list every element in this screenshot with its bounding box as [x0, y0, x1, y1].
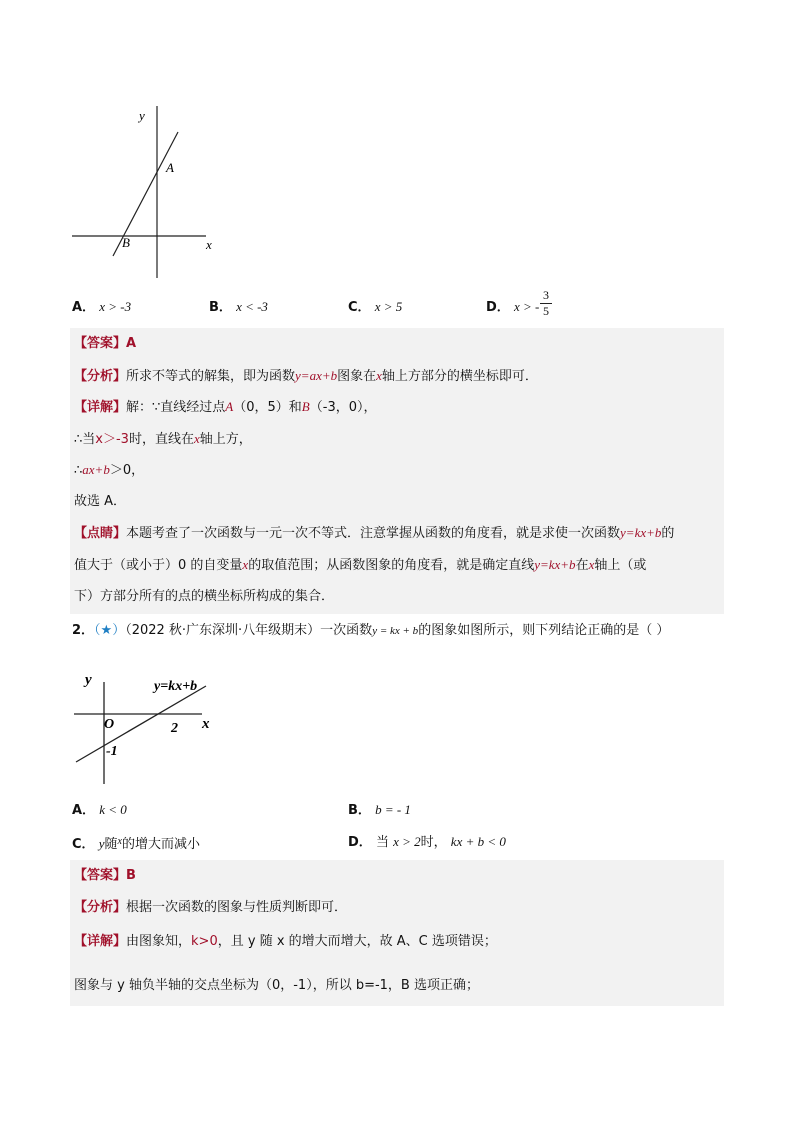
option-text: 随: [104, 837, 118, 852]
comment-function: y=kx+b: [534, 557, 576, 572]
q2-option-a[interactable]: [72, 800, 127, 821]
detail-point: B: [301, 399, 310, 414]
q1-detail: [74, 397, 376, 418]
q1-choose: 故选 A．: [74, 494, 127, 509]
q1-option-d[interactable]: [486, 297, 539, 318]
option-letter: C．: [348, 300, 371, 315]
q1-option-c[interactable]: [348, 297, 402, 318]
q2-option-d[interactable]: [348, 832, 506, 853]
graph1-point-a: A: [166, 160, 174, 175]
detail-text: ∴当: [74, 432, 96, 447]
fraction-numerator: 3: [543, 288, 549, 302]
option-text: 当: [375, 835, 389, 850]
analysis-function: y=ax+b: [295, 368, 338, 383]
answer-value: B: [126, 868, 136, 883]
q1-comment: [74, 523, 674, 544]
graph2-line: [76, 686, 206, 762]
comment-text: 在: [575, 558, 589, 573]
detail-text: 时，直线在: [128, 432, 194, 447]
analysis-text: 根据一次函数的图象与性质判断即可．: [126, 900, 348, 915]
option-text: x > -3: [99, 299, 132, 314]
option-variable: y: [98, 836, 105, 851]
option-letter: D．: [486, 300, 510, 315]
detail-text: ∴: [74, 463, 83, 478]
answer-value: A: [126, 336, 137, 351]
detail-text: 轴上方，: [199, 432, 252, 447]
detail-variable: x: [193, 431, 200, 446]
graph1-y-label: y: [139, 108, 145, 123]
q1-detail-line3: [74, 460, 144, 481]
option-letter: B．: [209, 300, 232, 315]
analysis-text: 图象在: [337, 369, 377, 384]
graph2-y-intercept: -1: [106, 744, 118, 759]
q1-comment-line2: [74, 555, 646, 576]
comment-text: 轴上（或: [594, 558, 647, 573]
q2-detail-line2: 图象与 y 轴负半轴的交点坐标为（0，-1），所以 b=-1，B 选项正确；: [74, 978, 479, 993]
detail-text: （-3，0），: [309, 400, 377, 415]
detail-tag: 【详解】: [74, 934, 127, 949]
graph1-point-b: B: [122, 235, 130, 250]
graph2-line-label: y=kx+b: [154, 679, 198, 694]
comment-text: 的取值范围；从函数图象的角度看，就是确定直线: [248, 558, 535, 573]
option-letter: B．: [348, 803, 371, 818]
difficulty-star-icon: （★）: [94, 623, 126, 638]
detail-text: 由图象知，: [126, 934, 192, 949]
comment-tag: 【点睛】: [74, 526, 127, 541]
option-letter: C．: [72, 837, 95, 852]
option-text: x > 5: [374, 299, 403, 314]
q1-option-b[interactable]: [209, 297, 268, 318]
graph2-y-label: y: [85, 672, 92, 688]
graph2-x-intercept: 2: [171, 721, 178, 736]
detail-text: 解：∵直线经过点: [126, 400, 226, 415]
q2-analysis: [74, 898, 347, 918]
comment-text: 值大于（或小于）0 的自变量: [74, 558, 243, 573]
comment-text: 的: [661, 526, 675, 541]
q2-detail: [74, 932, 497, 952]
comment-variable: x: [242, 557, 249, 572]
q1-detail-line2: [74, 429, 252, 450]
detail-tag: 【详解】: [74, 400, 127, 415]
analysis-variable: x: [376, 368, 382, 383]
option-text: x < -3: [236, 299, 268, 314]
option-letter: D．: [348, 835, 372, 850]
graph2-x-label: x: [202, 716, 210, 732]
detail-text: ＞0，: [109, 463, 145, 478]
detail-point: A: [225, 399, 234, 414]
detail-condition: k>0: [191, 934, 218, 949]
option-variable: x: [117, 836, 122, 847]
detail-text: ，且 y 随 x 的增大而增大，故 A、C 选项错误；: [217, 934, 497, 949]
analysis-text: 所求不等式的解集，即为函数: [126, 369, 296, 384]
q1-option-a[interactable]: [72, 297, 131, 318]
option-text: 的增大而减小: [121, 837, 200, 852]
option-text: 时，: [420, 835, 447, 850]
analysis-tag: 【分析】: [74, 900, 127, 915]
q1-analysis: [74, 366, 538, 387]
detail-condition: x＞-3: [95, 432, 129, 447]
graph-2: [70, 664, 230, 788]
q2-option-c[interactable]: [72, 832, 200, 855]
question-number: 2．: [72, 623, 95, 638]
q2-answer: [74, 866, 136, 886]
question-function: y = kx + b: [372, 625, 419, 637]
option-text: k < 0: [99, 802, 127, 817]
analysis-tag: 【分析】: [74, 369, 127, 384]
detail-expression: ax+b: [82, 462, 110, 477]
q1-answer: [74, 334, 136, 354]
answer-tag: 【答案】: [74, 868, 127, 883]
answer-tag: 【答案】: [74, 336, 127, 351]
question-text: 的图象如图所示，则下列结论正确的是（ ）: [418, 623, 670, 638]
detail-text: （0，5）和: [233, 400, 302, 415]
q1-comment-line3: 下）方部分所有的点的横坐标所构成的集合．: [74, 589, 335, 604]
q1-option-d-fraction: [540, 289, 552, 318]
option-expression: kx + b < 0: [450, 834, 506, 849]
q2-option-b[interactable]: [348, 800, 411, 821]
graph1-x-label: x: [206, 237, 212, 252]
comment-variable: x: [588, 557, 595, 572]
graph-1: [66, 104, 226, 284]
comment-text: 本题考查了一次函数与一元一次不等式．注意掌握从函数的角度看，就是求使一次函数: [126, 526, 621, 541]
option-letter: A．: [72, 300, 96, 315]
q2-stem: [72, 621, 669, 641]
graph2-origin: O: [104, 717, 115, 732]
option-condition: x > 2: [393, 834, 421, 849]
analysis-text: 轴上方部分的横坐标即可．: [381, 369, 538, 384]
fraction-denominator: 5: [543, 304, 549, 318]
option-text: x > -: [513, 299, 540, 314]
comment-function: y=kx+b: [620, 525, 662, 540]
option-text: b = - 1: [375, 802, 411, 817]
question-source: （2022 秋·广东深圳·八年级期末）一次函数: [125, 623, 373, 638]
option-letter: A．: [72, 803, 96, 818]
